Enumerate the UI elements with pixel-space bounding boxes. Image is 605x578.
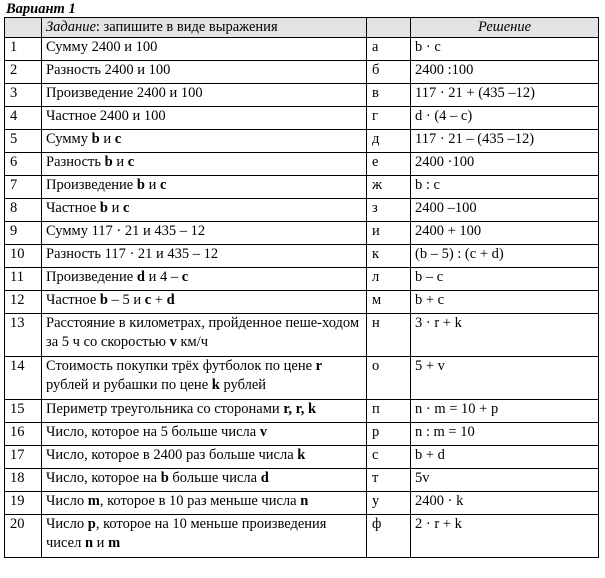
table-row (5, 423, 599, 446)
row-number: 17 (5, 446, 42, 469)
table-row (5, 153, 599, 176)
row-letter: з (367, 199, 411, 222)
table-header-row (5, 18, 599, 38)
row-letter: с (367, 446, 411, 469)
row-task: Стоимость покупки трёх футболок по цене r рублей и рубашки по цене k рублей (42, 357, 367, 400)
row-letter: р (367, 423, 411, 446)
table-row (5, 469, 599, 492)
row-solution: b + c (411, 291, 599, 314)
row-letter: о (367, 357, 411, 400)
row-solution: 2400 + 100 (411, 222, 599, 245)
row-number: 20 (5, 515, 42, 558)
row-solution: (b – 5) : (c + d) (411, 245, 599, 268)
row-number: 13 (5, 314, 42, 357)
row-letter: м (367, 291, 411, 314)
table-row (5, 314, 599, 357)
row-letter: п (367, 400, 411, 423)
row-letter: е (367, 153, 411, 176)
table-row (5, 222, 599, 245)
row-solution: b · c (411, 38, 599, 61)
row-solution: b + d (411, 446, 599, 469)
row-task: Число, которое в 2400 раз больше числа k (42, 446, 367, 469)
row-task: Произведение 2400 и 100 (42, 84, 367, 107)
row-task: Разность 117 · 21 и 435 – 12 (42, 245, 367, 268)
row-task: Число, которое на 5 больше числа v (42, 423, 367, 446)
row-task: Разность 2400 и 100 (42, 61, 367, 84)
row-task: Произведение b и c (42, 176, 367, 199)
row-solution: 2400 :100 (411, 61, 599, 84)
header-task-cell (42, 18, 367, 38)
table-row (5, 61, 599, 84)
variant-title: Вариант 1 (6, 1, 76, 17)
row-number: 19 (5, 492, 42, 515)
row-solution: d · (4 – c) (411, 107, 599, 130)
row-number: 1 (5, 38, 42, 61)
row-task: Разность b и c (42, 153, 367, 176)
row-letter: и (367, 222, 411, 245)
row-number: 16 (5, 423, 42, 446)
row-task: Число, которое на b больше числа d (42, 469, 367, 492)
row-number: 18 (5, 469, 42, 492)
row-number: 3 (5, 84, 42, 107)
row-task: Частное 2400 и 100 (42, 107, 367, 130)
row-solution: 2400 –100 (411, 199, 599, 222)
row-solution: 5 + v (411, 357, 599, 400)
row-letter: л (367, 268, 411, 291)
row-task: Произведение d и 4 – c (42, 268, 367, 291)
row-number: 8 (5, 199, 42, 222)
row-letter: в (367, 84, 411, 107)
row-letter: а (367, 38, 411, 61)
row-task: Расстояние в километрах, пройденное пеше-ходом за 5 ч со скоростью v км/ч (42, 314, 367, 357)
row-letter: н (367, 314, 411, 357)
row-number: 5 (5, 130, 42, 153)
row-solution: 3 · r + k (411, 314, 599, 357)
table-row (5, 107, 599, 130)
row-letter: к (367, 245, 411, 268)
table-row (5, 130, 599, 153)
table-row (5, 515, 599, 558)
row-task: Частное b и c (42, 199, 367, 222)
row-letter: т (367, 469, 411, 492)
row-task: Сумму b и c (42, 130, 367, 153)
row-solution: 117 · 21 + (435 –12) (411, 84, 599, 107)
table-row (5, 291, 599, 314)
row-task: Число p, которое на 10 меньше произведения чисел n и m (42, 515, 367, 558)
row-number: 2 (5, 61, 42, 84)
header-number-cell (5, 18, 42, 38)
row-number: 7 (5, 176, 42, 199)
row-letter: ж (367, 176, 411, 199)
row-letter: б (367, 61, 411, 84)
task-instruction: : запишите в виде выражения (95, 19, 278, 35)
table-row (5, 38, 599, 61)
row-number: 10 (5, 245, 42, 268)
row-solution: n · m = 10 + p (411, 400, 599, 423)
row-solution: b – c (411, 268, 599, 291)
row-number: 15 (5, 400, 42, 423)
header-letter-cell (367, 18, 411, 38)
row-solution: 2400 · k (411, 492, 599, 515)
row-number: 11 (5, 268, 42, 291)
table-row (5, 446, 599, 469)
row-task: Число m, которое в 10 раз меньше числа n (42, 492, 367, 515)
row-task: Сумму 2400 и 100 (42, 38, 367, 61)
row-solution: n : m = 10 (411, 423, 599, 446)
row-number: 4 (5, 107, 42, 130)
row-number: 9 (5, 222, 42, 245)
row-number: 14 (5, 357, 42, 400)
row-solution: 117 · 21 – (435 –12) (411, 130, 599, 153)
row-number: 12 (5, 291, 42, 314)
exercise-table (4, 17, 599, 558)
row-letter: ф (367, 515, 411, 558)
row-number: 6 (5, 153, 42, 176)
table-row (5, 84, 599, 107)
table-row (5, 492, 599, 515)
row-solution: b : c (411, 176, 599, 199)
table-row (5, 400, 599, 423)
table-row (5, 199, 599, 222)
table-row (5, 268, 599, 291)
row-solution: 5v (411, 469, 599, 492)
row-solution: 2400 ·100 (411, 153, 599, 176)
row-task: Периметр треугольника со сторонами r, r, k (42, 400, 367, 423)
row-task: Частное b – 5 и c + d (42, 291, 367, 314)
row-solution: 2 · r + k (411, 515, 599, 558)
row-letter: г (367, 107, 411, 130)
row-letter: у (367, 492, 411, 515)
task-label: Задание (46, 19, 96, 35)
table-row (5, 176, 599, 199)
row-task: Сумму 117 · 21 и 435 – 12 (42, 222, 367, 245)
row-letter: д (367, 130, 411, 153)
table-row (5, 245, 599, 268)
table-row (5, 357, 599, 400)
header-solution-cell: Решение (411, 18, 599, 38)
